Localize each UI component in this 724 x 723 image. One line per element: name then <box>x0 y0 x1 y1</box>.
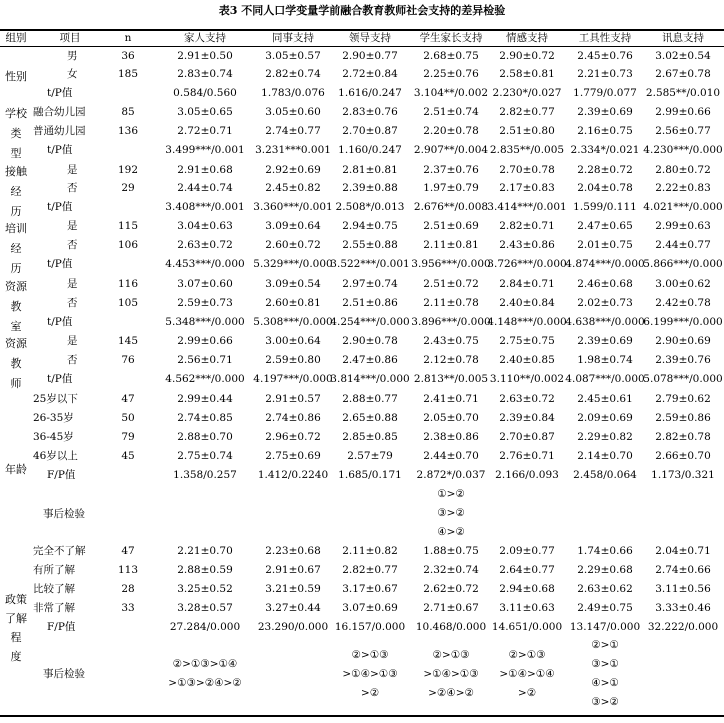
row-value-colleague: 3.09±0.64 <box>265 220 321 232</box>
row-value-tool: 2.63±0.62 <box>577 583 633 595</box>
row-value-family: 4.453***/0.000 <box>165 258 245 270</box>
group-label-resource_room: 资源 <box>5 280 27 293</box>
row-value-leader: 2.81±0.81 <box>342 164 398 176</box>
row-value-tool: 2.29±0.82 <box>577 431 633 443</box>
row-item-label: F/P值 <box>47 469 76 481</box>
row-value-tool: 4.874***/0.000 <box>565 258 645 270</box>
row-value-info: 4.021***/0.000 <box>643 201 723 213</box>
row-value-info: 2.585**/0.010 <box>645 87 721 99</box>
row-value-parent: 2.41±0.71 <box>423 393 479 405</box>
row-value-parent: 3.896***/0.000 <box>411 316 491 328</box>
group-label-contact_exp: 接触 <box>5 165 27 178</box>
header-tool: 工具性支持 <box>578 32 632 44</box>
row-value-family: 2.88±0.70 <box>177 431 233 443</box>
row-value-parent: 3.104**/0.002 <box>413 87 489 99</box>
row-value-leader: 2.39±0.88 <box>342 182 398 194</box>
row-value-leader: 4.254***/0.000 <box>330 316 410 328</box>
row-value-colleague: 2.23±0.68 <box>265 545 321 557</box>
group-label-contact_exp: 经 <box>10 185 22 198</box>
row-item-label: 46岁以上 <box>33 450 78 462</box>
row-value-emotion: 2.51±0.80 <box>499 125 555 137</box>
row-item-label: 有所了解 <box>33 564 75 576</box>
row-value-emotion: 3.414***/0.001 <box>487 201 567 213</box>
group-label-policy: 程 <box>10 631 22 644</box>
row-n-value: 79 <box>121 431 135 443</box>
row-n-value: 145 <box>117 335 139 347</box>
row-value-colleague: 3.27±0.44 <box>265 602 321 614</box>
row-value-tool: 4.087***/0.000 <box>565 373 645 385</box>
header-info: 讯息支持 <box>662 32 704 44</box>
row-value-parent: 2.813**/0.005 <box>413 373 489 385</box>
row-value-family: 3.408***/0.001 <box>165 201 245 213</box>
posthoc-policy-emotion: >①④>①④ <box>499 668 555 680</box>
row-value-parent: 2.11±0.81 <box>423 239 479 251</box>
row-value-family: 2.56±0.71 <box>177 354 233 366</box>
row-item-label: F/P值 <box>47 621 76 633</box>
row-value-family: 3.05±0.65 <box>177 106 233 118</box>
row-value-colleague: 3.00±0.64 <box>265 335 321 347</box>
row-n-value: 105 <box>117 297 139 309</box>
row-value-info: 6.199***/0.000 <box>643 316 723 328</box>
row-value-leader: 2.94±0.75 <box>342 220 398 232</box>
row-value-leader: 2.55±0.88 <box>342 239 398 251</box>
row-value-info: 2.39±0.76 <box>655 354 711 366</box>
row-item-label: 否 <box>67 239 78 251</box>
group-label-contact_exp: 历 <box>10 205 22 218</box>
group-label-training_exp: 培训 <box>5 222 27 235</box>
row-value-info: 2.42±0.78 <box>655 297 711 309</box>
row-value-parent: 1.97±0.79 <box>423 182 479 194</box>
row-value-tool: 2.04±0.78 <box>577 182 633 194</box>
row-value-parent: 2.44±0.70 <box>423 450 479 462</box>
row-value-info: 2.67±0.78 <box>655 68 711 80</box>
row-value-leader: 3.814***/0.000 <box>330 373 410 385</box>
row-n-value: 76 <box>121 354 135 366</box>
row-value-emotion: 2.64±0.77 <box>499 564 555 576</box>
row-item-label: 否 <box>67 297 78 309</box>
posthoc-policy-parent: >①④>①③ <box>423 668 479 680</box>
row-value-colleague: 2.60±0.81 <box>265 297 321 309</box>
row-value-leader: 1.160/0.247 <box>338 144 402 156</box>
row-value-emotion: 2.76±0.71 <box>499 450 555 462</box>
row-value-emotion: 3.11±0.63 <box>499 602 555 614</box>
row-n-value: 116 <box>117 278 139 290</box>
row-value-family: 3.28±0.57 <box>177 602 233 614</box>
row-value-tool: 13.147/0.000 <box>569 621 641 633</box>
row-value-parent: 2.11±0.78 <box>423 297 479 309</box>
row-value-emotion: 2.94±0.68 <box>499 583 555 595</box>
header-emotion: 情感支持 <box>506 32 548 44</box>
row-value-parent: 2.25±0.76 <box>423 68 479 80</box>
row-value-family: 2.99±0.44 <box>177 393 233 405</box>
row-value-family: 3.07±0.60 <box>177 278 233 290</box>
row-item-label: 融合幼儿园 <box>33 106 86 118</box>
row-value-emotion: 2.63±0.72 <box>499 393 555 405</box>
row-n-value: 192 <box>117 164 139 176</box>
row-n-value: 106 <box>117 239 139 251</box>
row-value-emotion: 2.90±0.72 <box>499 50 555 62</box>
row-value-family: 4.562***/0.000 <box>165 373 245 385</box>
row-value-info: 2.74±0.66 <box>655 564 711 576</box>
row-item-label: 非常了解 <box>33 602 75 614</box>
row-value-family: 2.99±0.66 <box>177 335 233 347</box>
row-value-tool: 2.45±0.76 <box>577 50 633 62</box>
header-rule <box>0 46 724 47</box>
row-value-parent: 2.907**/0.004 <box>413 144 489 156</box>
row-value-emotion: 3.726***/0.000 <box>487 258 567 270</box>
row-item-label: 26-35岁 <box>33 412 74 424</box>
row-value-family: 3.25±0.52 <box>177 583 233 595</box>
row-value-family: 2.44±0.74 <box>177 182 233 194</box>
row-value-info: 32.222/0.000 <box>647 621 719 633</box>
row-value-colleague: 1.783/0.076 <box>261 87 325 99</box>
row-value-info: 2.80±0.72 <box>655 164 711 176</box>
row-value-family: 0.584/0.560 <box>173 87 237 99</box>
row-value-emotion: 2.75±0.75 <box>499 335 555 347</box>
row-value-colleague: 2.96±0.72 <box>265 431 321 443</box>
row-value-info: 2.99±0.66 <box>655 106 711 118</box>
posthoc-policy-tool: ③>② <box>591 696 619 708</box>
row-value-leader: 2.65±0.88 <box>342 412 398 424</box>
row-n-value: 85 <box>121 106 135 118</box>
header-family: 家人支持 <box>184 32 226 44</box>
row-value-leader: 3.07±0.69 <box>342 602 398 614</box>
row-n-value: 33 <box>121 602 135 614</box>
row-value-tool: 2.14±0.70 <box>577 450 633 462</box>
row-value-leader: 3.17±0.67 <box>342 583 398 595</box>
row-item-label: 男 <box>67 50 78 62</box>
row-value-emotion: 2.40±0.84 <box>499 297 555 309</box>
row-value-family: 27.284/0.000 <box>169 621 241 633</box>
row-item-label: 比较了解 <box>33 583 75 595</box>
row-value-tool: 2.29±0.68 <box>577 564 633 576</box>
row-value-tool: 2.458/0.064 <box>573 469 637 481</box>
row-value-emotion: 2.82±0.77 <box>499 106 555 118</box>
row-value-tool: 2.01±0.75 <box>577 239 633 251</box>
posthoc-label-policy: 事后检验 <box>43 668 85 680</box>
row-value-tool: 2.47±0.65 <box>577 220 633 232</box>
row-value-colleague: 3.231***0.001 <box>255 144 331 156</box>
posthoc-age-parent: ③>② <box>437 507 465 519</box>
row-value-parent: 2.05±0.70 <box>423 412 479 424</box>
row-value-tool: 1.779/0.077 <box>573 87 637 99</box>
row-item-label: t/P值 <box>47 316 73 328</box>
row-value-family: 2.21±0.70 <box>177 545 233 557</box>
row-item-label: 36-45岁 <box>33 431 74 443</box>
row-value-family: 2.74±0.85 <box>177 412 233 424</box>
row-value-leader: 2.51±0.86 <box>342 297 398 309</box>
row-value-emotion: 4.148***/0.000 <box>487 316 567 328</box>
posthoc-policy-tool: ③>① <box>591 658 619 670</box>
row-value-emotion: 2.70±0.87 <box>499 431 555 443</box>
group-label-school_type: 学校 <box>5 107 27 120</box>
row-value-colleague: 2.74±0.86 <box>265 412 321 424</box>
row-value-emotion: 2.70±0.78 <box>499 164 555 176</box>
row-value-info: 3.00±0.62 <box>655 278 711 290</box>
row-value-emotion: 2.09±0.77 <box>499 545 555 557</box>
row-value-parent: 2.38±0.86 <box>423 431 479 443</box>
row-value-info: 3.11±0.56 <box>655 583 711 595</box>
row-value-leader: 2.97±0.74 <box>342 278 398 290</box>
row-n-value: 50 <box>121 412 135 424</box>
row-item-label: 女 <box>67 68 78 80</box>
row-item-label: 25岁以下 <box>33 393 78 405</box>
row-value-emotion: 2.82±0.71 <box>499 220 555 232</box>
row-value-info: 2.56±0.77 <box>655 125 711 137</box>
header-group: 组别 <box>5 32 27 44</box>
row-value-family: 2.91±0.68 <box>177 164 233 176</box>
header-item: 项目 <box>59 32 81 44</box>
row-value-family: 2.72±0.71 <box>177 125 233 137</box>
row-value-leader: 2.90±0.77 <box>342 50 398 62</box>
row-value-tool: 2.45±0.61 <box>577 393 633 405</box>
row-value-parent: 2.68±0.75 <box>423 50 479 62</box>
row-value-parent: 2.32±0.74 <box>423 564 479 576</box>
row-value-info: 3.02±0.54 <box>655 50 711 62</box>
row-value-leader: 2.82±0.77 <box>342 564 398 576</box>
posthoc-policy-parent: >②④>② <box>428 687 474 699</box>
row-value-colleague: 4.197***/0.000 <box>253 373 333 385</box>
row-value-parent: 2.12±0.78 <box>423 354 479 366</box>
row-value-info: 2.66±0.70 <box>655 450 711 462</box>
row-value-colleague: 3.09±0.54 <box>265 278 321 290</box>
row-value-info: 5.078***/0.000 <box>643 373 723 385</box>
row-value-colleague: 2.82±0.74 <box>265 68 321 80</box>
row-item-label: 是 <box>67 335 78 347</box>
row-value-info: 2.59±0.86 <box>655 412 711 424</box>
row-item-label: t/P值 <box>47 144 73 156</box>
posthoc-policy-emotion: ②>①③ <box>508 649 546 661</box>
row-value-colleague: 23.290/0.000 <box>257 621 329 633</box>
row-value-colleague: 3.05±0.60 <box>265 106 321 118</box>
row-value-family: 1.358/0.257 <box>173 469 237 481</box>
row-item-label: t/P值 <box>47 87 73 99</box>
row-value-emotion: 2.84±0.71 <box>499 278 555 290</box>
row-value-colleague: 5.308***/0.000 <box>253 316 333 328</box>
posthoc-age-parent: ①>② <box>437 488 465 500</box>
group-label-resource_room: 室 <box>10 320 22 333</box>
row-item-label: t/P值 <box>47 201 73 213</box>
header-colleague: 同事支持 <box>272 32 314 44</box>
posthoc-policy-leader: >② <box>360 687 380 699</box>
row-value-leader: 2.72±0.84 <box>342 68 398 80</box>
row-value-parent: 2.71±0.67 <box>423 602 479 614</box>
row-n-value: 136 <box>117 125 139 137</box>
row-value-colleague: 2.59±0.80 <box>265 354 321 366</box>
row-item-label: t/P值 <box>47 258 73 270</box>
row-value-parent: 2.676**/0.008 <box>413 201 489 213</box>
row-value-family: 5.348***/0.000 <box>165 316 245 328</box>
row-value-leader: 1.616/0.247 <box>338 87 402 99</box>
row-n-value: 185 <box>117 68 139 80</box>
row-value-tool: 2.46±0.68 <box>577 278 633 290</box>
row-value-parent: 1.88±0.75 <box>423 545 479 557</box>
row-n-value: 45 <box>121 450 135 462</box>
row-value-parent: 2.872*/0.037 <box>416 469 486 481</box>
row-item-label: 普通幼儿园 <box>33 125 86 137</box>
row-value-emotion: 2.39±0.84 <box>499 412 555 424</box>
row-value-family: 2.83±0.74 <box>177 68 233 80</box>
row-value-tool: 2.21±0.73 <box>577 68 633 80</box>
group-label-age: 年龄 <box>5 463 27 476</box>
row-value-emotion: 14.651/0.000 <box>491 621 563 633</box>
row-n-value: 29 <box>121 182 135 194</box>
group-label-resource_room: 教 <box>10 300 22 313</box>
row-value-parent: 2.20±0.78 <box>423 125 479 137</box>
row-value-tool: 4.638***/0.000 <box>565 316 645 328</box>
row-value-leader: 2.508*/0.013 <box>335 201 405 213</box>
header-n: n <box>124 32 132 44</box>
row-n-value: 47 <box>121 393 135 405</box>
row-n-value: 47 <box>121 545 135 557</box>
group-label-resource_teacher: 师 <box>10 377 22 390</box>
row-value-leader: 2.88±0.77 <box>342 393 398 405</box>
row-value-parent: 2.51±0.72 <box>423 278 479 290</box>
row-item-label: 否 <box>67 354 78 366</box>
bottom-rule <box>0 715 724 717</box>
row-value-colleague: 5.329***/0.000 <box>253 258 333 270</box>
row-value-colleague: 2.75±0.69 <box>265 450 321 462</box>
row-value-info: 2.44±0.77 <box>655 239 711 251</box>
row-value-leader: 2.47±0.86 <box>342 354 398 366</box>
row-value-colleague: 2.74±0.77 <box>265 125 321 137</box>
row-value-info: 2.04±0.71 <box>655 545 711 557</box>
row-value-leader: 3.522***/0.001 <box>330 258 410 270</box>
row-item-label: 是 <box>67 278 78 290</box>
row-value-info: 2.82±0.78 <box>655 431 711 443</box>
row-item-label: 完全不了解 <box>33 545 86 557</box>
posthoc-policy-parent: ②>①③ <box>432 649 470 661</box>
row-value-info: 1.173/0.321 <box>651 469 715 481</box>
posthoc-age-parent: ④>② <box>437 526 465 538</box>
row-n-value: 113 <box>117 564 139 576</box>
row-value-emotion: 2.835**/0.005 <box>489 144 565 156</box>
row-value-parent: 2.37±0.76 <box>423 164 479 176</box>
row-value-parent: 2.51±0.69 <box>423 220 479 232</box>
row-value-colleague: 2.45±0.82 <box>265 182 321 194</box>
group-label-policy: 度 <box>10 650 22 663</box>
row-value-tool: 1.599/0.111 <box>573 201 637 213</box>
row-item-label: 是 <box>67 220 78 232</box>
row-value-colleague: 2.91±0.57 <box>265 393 321 405</box>
row-value-family: 3.499***/0.001 <box>165 144 245 156</box>
row-value-colleague: 1.412/0.2240 <box>257 469 329 481</box>
group-label-policy: 政策 <box>5 593 27 606</box>
posthoc-label-age: 事后检验 <box>43 508 85 520</box>
row-value-family: 2.88±0.59 <box>177 564 233 576</box>
row-value-tool: 1.74±0.66 <box>577 545 633 557</box>
row-value-leader: 2.85±0.85 <box>342 431 398 443</box>
row-value-family: 2.63±0.72 <box>177 239 233 251</box>
group-label-school_type: 型 <box>10 147 22 160</box>
row-value-colleague: 2.91±0.67 <box>265 564 321 576</box>
row-item-label: t/P值 <box>47 373 73 385</box>
row-value-parent: 3.956***/0.000 <box>411 258 491 270</box>
group-label-resource_teacher: 教 <box>10 357 22 370</box>
row-value-info: 3.33±0.46 <box>655 602 711 614</box>
row-value-tool: 2.28±0.72 <box>577 164 633 176</box>
row-value-colleague: 3.21±0.59 <box>265 583 321 595</box>
posthoc-policy-family: >①③>②④>② <box>168 677 242 689</box>
row-value-leader: 16.157/0.000 <box>334 621 406 633</box>
row-value-info: 2.99±0.63 <box>655 220 711 232</box>
row-value-info: 2.22±0.83 <box>655 182 711 194</box>
posthoc-policy-emotion: >② <box>517 687 537 699</box>
row-n-value: 28 <box>121 583 135 595</box>
row-value-family: 3.04±0.63 <box>177 220 233 232</box>
row-value-emotion: 2.58±0.81 <box>499 68 555 80</box>
row-value-colleague: 3.360***/0.001 <box>253 201 333 213</box>
row-value-leader: 1.685/0.171 <box>338 469 402 481</box>
row-value-emotion: 2.230*/0.027 <box>492 87 562 99</box>
posthoc-policy-leader: >①④>①③ <box>342 668 398 680</box>
posthoc-policy-tool: ②>① <box>591 639 619 651</box>
row-n-value: 115 <box>117 220 139 232</box>
row-value-colleague: 2.92±0.69 <box>265 164 321 176</box>
row-value-info: 5.866***/0.000 <box>643 258 723 270</box>
row-value-info: 2.79±0.62 <box>655 393 711 405</box>
row-n-value: 36 <box>121 50 135 62</box>
group-label-school_type: 类 <box>10 127 22 140</box>
row-value-tool: 2.02±0.73 <box>577 297 633 309</box>
row-value-family: 2.75±0.74 <box>177 450 233 462</box>
row-value-leader: 2.83±0.76 <box>342 106 398 118</box>
row-value-leader: 2.70±0.87 <box>342 125 398 137</box>
row-value-tool: 1.98±0.74 <box>577 354 633 366</box>
row-value-family: 2.59±0.73 <box>177 297 233 309</box>
row-value-parent: 2.62±0.72 <box>423 583 479 595</box>
row-value-info: 4.230***/0.000 <box>643 144 723 156</box>
group-label-training_exp: 历 <box>10 262 22 275</box>
posthoc-policy-leader: ②>①③ <box>351 649 389 661</box>
row-value-leader: 2.90±0.78 <box>342 335 398 347</box>
row-value-emotion: 2.17±0.83 <box>499 182 555 194</box>
group-label-gender: 性别 <box>5 70 27 83</box>
header-leader: 领导支持 <box>349 32 391 44</box>
row-value-emotion: 3.110**/0.002 <box>489 373 565 385</box>
posthoc-policy-family: ②>①③>①④ <box>172 658 238 670</box>
row-value-colleague: 2.60±0.72 <box>265 239 321 251</box>
row-item-label: 是 <box>67 164 78 176</box>
row-value-emotion: 2.166/0.093 <box>495 469 559 481</box>
header-parent: 学生家长支持 <box>419 32 483 44</box>
row-value-parent: 10.468/0.000 <box>415 621 487 633</box>
row-value-tool: 2.49±0.75 <box>577 602 633 614</box>
group-label-policy: 了解 <box>5 612 27 625</box>
row-value-tool: 2.39±0.69 <box>577 335 633 347</box>
row-item-label: 否 <box>67 182 78 194</box>
row-value-tool: 2.334*/0.021 <box>570 144 640 156</box>
posthoc-policy-tool: ④>① <box>591 677 619 689</box>
row-value-info: 2.90±0.69 <box>655 335 711 347</box>
row-value-leader: 2.57±79 <box>347 450 393 462</box>
group-label-resource_teacher: 资源 <box>5 337 27 350</box>
row-value-parent: 2.51±0.74 <box>423 106 479 118</box>
row-value-emotion: 2.40±0.85 <box>499 354 555 366</box>
table-caption: 表3 不同人口学变量学前融合教育教师社会支持的差异检验 <box>218 4 506 17</box>
row-value-tool: 2.09±0.69 <box>577 412 633 424</box>
row-value-emotion: 2.43±0.86 <box>499 239 555 251</box>
row-value-colleague: 3.05±0.57 <box>265 50 321 62</box>
row-value-parent: 2.43±0.75 <box>423 335 479 347</box>
row-value-family: 2.91±0.50 <box>177 50 233 62</box>
row-value-leader: 2.11±0.82 <box>342 545 398 557</box>
row-value-tool: 2.16±0.75 <box>577 125 633 137</box>
group-label-training_exp: 经 <box>10 242 22 255</box>
row-value-tool: 2.39±0.69 <box>577 106 633 118</box>
